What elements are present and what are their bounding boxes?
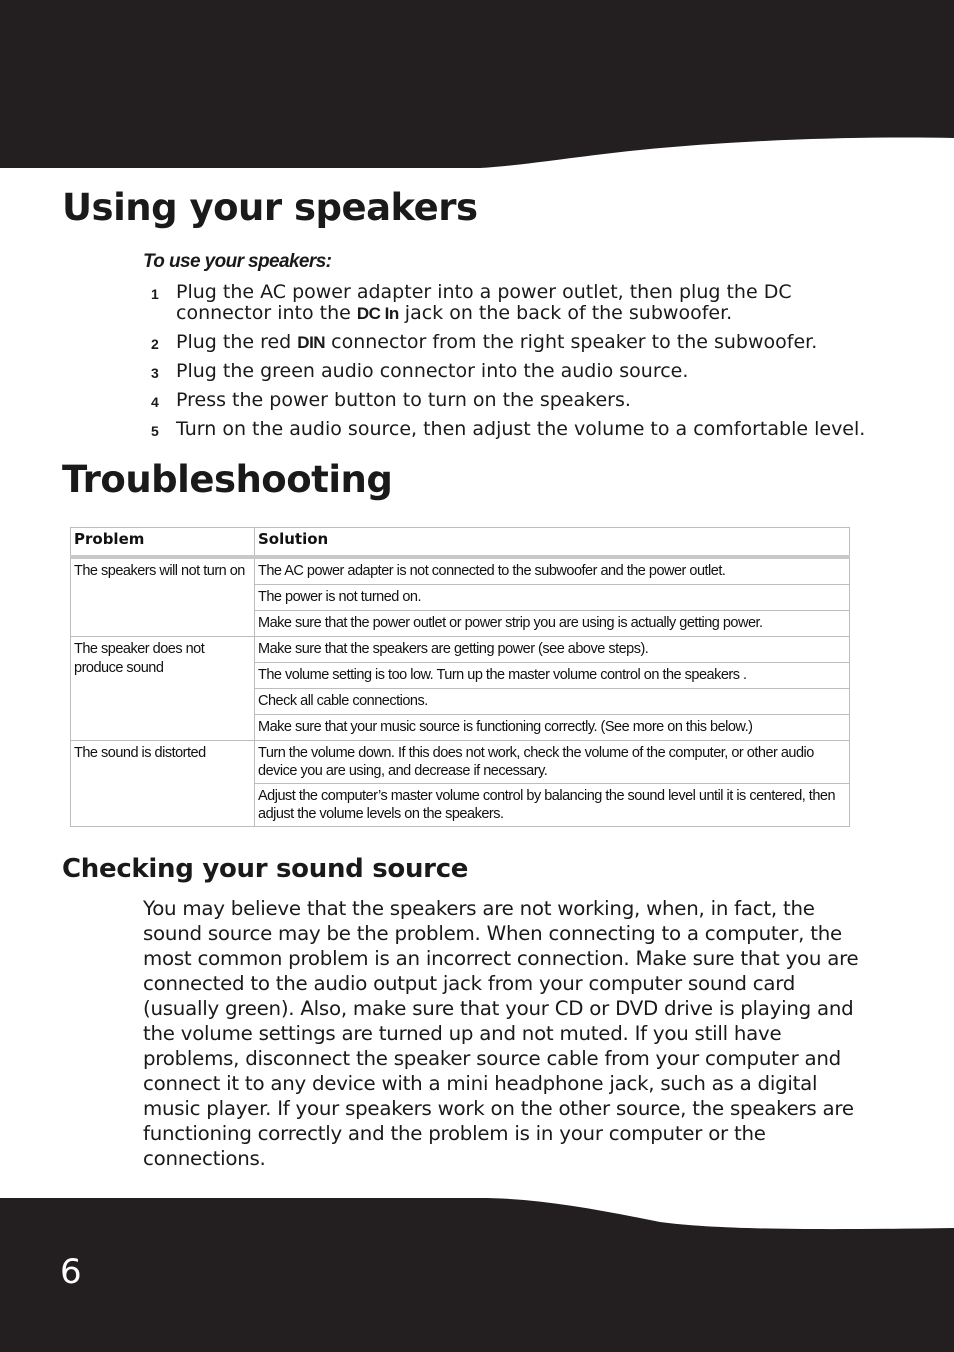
solution-cell: Check all cable connections.	[255, 689, 850, 715]
steps-list	[0, 282, 876, 440]
solution-cell: The volume setting is too low. Turn up the master volume control on the speakers .	[255, 663, 850, 689]
troubleshooting-table	[70, 527, 850, 827]
step-text: jack on the back of the subwoofer.	[398, 302, 733, 324]
header-band-shape	[0, 0, 954, 168]
section-title-using-speakers: Using your speakers	[62, 186, 478, 229]
page-number: 6	[60, 1252, 82, 1292]
section-title-troubleshooting: Troubleshooting	[62, 458, 393, 501]
solution-cell: The AC power adapter is not connected to the subwoofer and the power outlet.	[255, 557, 850, 585]
table-row	[71, 637, 850, 663]
procedure-subheading: To use your speakers:	[143, 251, 332, 272]
step-text: Turn on the audio source, then adjust the volume to a comfortable level.	[176, 418, 866, 440]
footer-band	[0, 1190, 954, 1352]
problem-cell: The speaker does not produce sound	[71, 637, 255, 741]
problem-cell: The speakers will not turn on	[71, 557, 255, 637]
step-number: 1	[151, 286, 159, 302]
step-number: 4	[151, 394, 159, 410]
solution-cell: The power is not turned on.	[255, 585, 850, 611]
sound-source-paragraph: You may believe that the speakers are not working, when, in fact, the sound source may be the problem. When connecting to a computer, the most common problem is an incorrect connection. Make sure that you are connected to the audio output jack from your computer sound card (usually green). Also, make sure that your CD or DVD drive is playing and the volume settings are turned up and not muted. If you still have problems, disconnect the speaker source cable from your computer and connect it to any device with a mini headphone jack, such as a digital music player. If your speakers work on the other source, the speakers are functioning correctly and the problem is in your computer or the connections.	[143, 897, 859, 1170]
step-keyword: DC In	[356, 304, 399, 323]
solution-cell: Make sure that the speakers are getting power (see above steps).	[255, 637, 850, 663]
solution-cell: Make sure that the power outlet or power strip you are using is actually getting power.	[255, 611, 850, 637]
column-header-problem: Problem	[71, 528, 255, 558]
column-header-solution: Solution	[255, 528, 850, 558]
step-item	[0, 282, 876, 324]
step-item	[0, 390, 876, 411]
solution-cell: Turn the volume down. If this does not work, check the volume of the computer, or other audio device you are using, and decrease if necessary.	[255, 741, 850, 784]
problem-cell: The sound is distorted	[71, 741, 255, 827]
table-header-row	[71, 528, 850, 558]
solution-cell: Make sure that your music source is functioning correctly. (See more on this below.)	[255, 715, 850, 741]
table-row	[71, 557, 850, 585]
section-title-checking-sound-source: Checking your sound source	[62, 854, 469, 884]
step-text: connector from the right speaker to the subwoofer.	[325, 331, 818, 353]
step-item	[0, 419, 876, 440]
step-item	[0, 332, 876, 353]
footer-band-shape	[0, 1198, 954, 1352]
step-number: 5	[151, 423, 159, 439]
step-item	[0, 361, 876, 382]
table-row	[71, 741, 850, 784]
step-text: Plug the red	[176, 331, 298, 353]
step-text: Press the power button to turn on the speakers.	[176, 389, 631, 411]
step-text: Plug the green audio connector into the audio source.	[176, 360, 689, 382]
solution-cell: Adjust the computer’s master volume control by balancing the sound level until it is centered, then adjust the volume levels on the speakers.	[255, 784, 850, 827]
header-band	[0, 0, 954, 180]
step-number: 3	[151, 365, 159, 381]
step-number: 2	[151, 336, 159, 352]
step-text: Plug the AC power adapter into a power outlet, then plug the DC connector into the	[176, 281, 792, 324]
step-keyword: DIN	[297, 333, 326, 352]
